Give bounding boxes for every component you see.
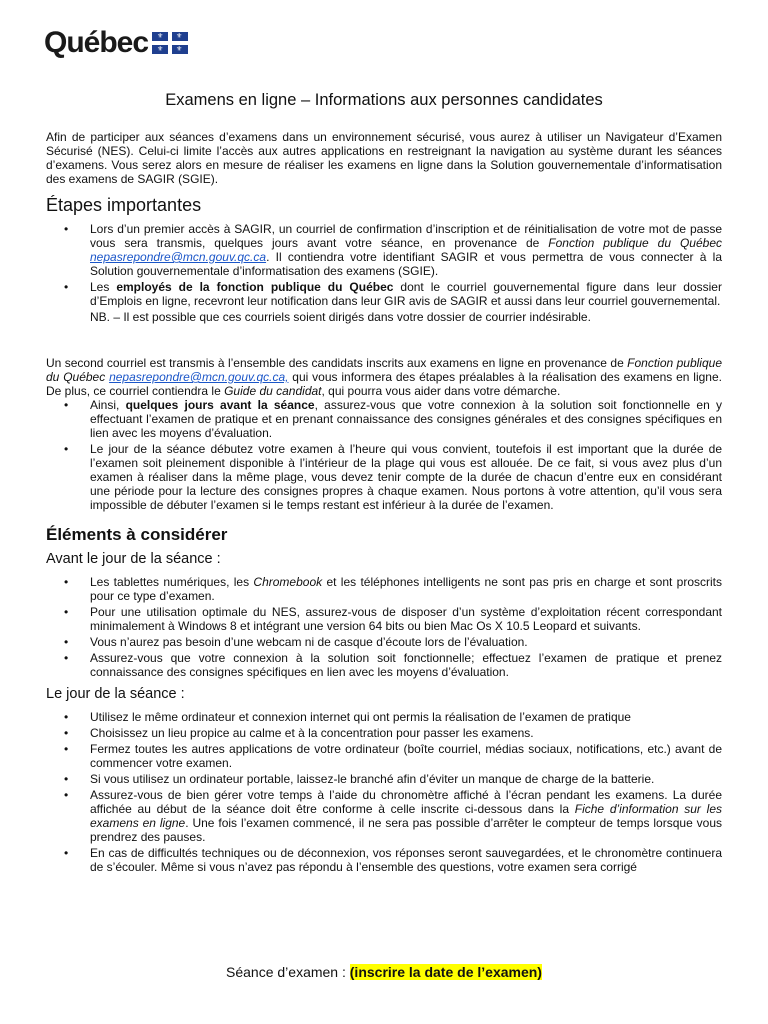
fleur-de-lis-icon: ⚜: [176, 33, 183, 40]
list-item: • Lors d’un premier accès à SAGIR, un courriel de confirmation d’inscription et de réinitialisation de votre mot de passe vous sera transmis, quelques jours avant votre séance, en provenance de Fonction publique du Québec nepasrepondre@mcn.gouv.qc.ca. Il contiendra votre identifiant SAGIR et vous permettra de vous connecter à la Solution gouvernementale d’informatisation des examens (SGIE).: [46, 222, 722, 278]
list-item: • Assurez-vous de bien gérer votre temps à l’aide du chronomètre affiché à l’écran pendant les examens. La durée affichée au début de la séance doit être conforme à celle inscrite ci-dessous dans la Fiche d’information sur les examens en ligne. Une fois l’examen commencé, il ne sera pas possible d’arrêter le compteur de temps lorsque vous prendrez des pauses.: [46, 788, 722, 844]
list-item: • Utilisez le même ordinateur et connexion internet qui ont permis la réalisation de l’examen de pratique: [46, 710, 722, 724]
list-item: • Vous n’aurez pas besoin d’une webcam ni de casque d’écoute lors de l’évaluation.: [46, 635, 722, 649]
list-item: • Si vous utilisez un ordinateur portable, laissez-le branché afin d’éviter un manque de charge de la batterie.: [46, 772, 722, 786]
second-email-list: [46, 398, 722, 512]
section-heading-etapes: Étapes importantes: [46, 195, 202, 215]
avant-list: [46, 575, 722, 679]
intro-paragraph: Afin de participer aux séances d’examens dans un environnement sécurisé, vous aurez à utiliser un Navigateur d’Examen Sécurisé (NES). Celui-ci limite l’accès aux autres applications en restreignant la navigation au système durant les séances d’examens. Vous serez alors en mesure de réaliser les examens en ligne dans la Solution gouvernementale d’informatisation des examens de SAGIR (SGIE).: [46, 130, 722, 186]
fleur-de-lis-icon: ⚜: [176, 46, 183, 53]
list-item: • Le jour de la séance débutez votre examen à l’heure qui vous convient, toutefois il est important que la durée de l’examen soit pleinement disponible à l’intérieur de la plage qui vous est allouée. De ce fait, si vous avez plus d’un examen à réaliser dans la même plage, vous devez tenir compte de la durée de chacun d’entre eux en considérant une période pour la lecture des consignes propres à chaque examen. Nous portons à votre attention, qu’il vous sera impossible de débuter l’examen si le temps restant est inférieur à la durée de l’examen.: [46, 442, 722, 512]
list-item: • Fermez toutes les autres applications de votre ordinateur (boîte courriel, médias sociaux, notifications, etc.) avant de commencer votre examen.: [46, 742, 722, 770]
quebec-logo: [44, 28, 188, 58]
quebec-flag-icon: [152, 32, 188, 54]
document-body: [46, 130, 722, 876]
list-item: • Pour une utilisation optimale du NES, assurez-vous de disposer d’un système d’exploitation récent correspondant minimalement à Windows 8 et intégrant une version 64 bits ou bien Mac Os X 10.5 Leopard et suivants.: [46, 605, 722, 633]
subheading-avant: Avant le jour de la séance :: [46, 551, 221, 567]
section-heading-elements: Éléments à considérer: [46, 525, 228, 544]
subheading-jour: Le jour de la séance :: [46, 686, 185, 702]
email-link[interactable]: nepasrepondre@mcn.gouv.qc.ca,: [109, 370, 289, 384]
list-item: • Les tablettes numériques, les Chromebook et les téléphones intelligents ne sont pas pris en charge et sont proscrits pour ce type d’examen.: [46, 575, 722, 603]
list-item: • Les employés de la fonction publique du Québec dont le courriel gouvernemental figure dans leur dossier d’Emplois en ligne, recevront leur notification dans leur GIR avis de SAGIR et aussi dans leur courriel gouvernemental.: [46, 280, 722, 308]
list-item: • Choisissez un lieu propice au calme et à la concentration pour passer les examens.: [46, 726, 722, 740]
exam-session-line: [0, 964, 768, 980]
list-item: • Ainsi, quelques jours avant la séance, assurez-vous que votre connexion à la solution soit fonctionnelle en y effectuant l’examen de pratique et en prenant connaissance des consignes générales et des consignes spécifiques en lien avec les moyens d’évaluation.: [46, 398, 722, 440]
second-email-paragraph: Un second courriel est transmis à l’ensemble des candidats inscrits aux examens en ligne en provenance de Fonction publique du Québec nepasrepondre@mcn.gouv.qc.ca, qui vous informera des étapes préalables à la réalisation des examens en ligne. De plus, ce courriel contiendra le Guide du candidat, qui pourra vous aider dans votre démarche.: [46, 356, 722, 398]
exam-session-label: Séance d’examen :: [226, 964, 350, 980]
list-item: • En cas de difficultés techniques ou de déconnexion, vos réponses seront sauvegardées, et le chronomètre continuera de s’écouler. Même si vous n’avez pas répondu à l’ensemble des questions, votre examen sera corrigé: [46, 846, 722, 874]
logo-text: Québec: [44, 26, 149, 59]
document-title: Examens en ligne – Informations aux personnes candidates: [165, 91, 603, 109]
email-link[interactable]: nepasrepondre@mcn.gouv.qc.ca: [90, 250, 267, 264]
note-text: NB. – Il est possible que ces courriels soient dirigés dans votre dossier de courrier indésirable.: [90, 310, 591, 324]
fleur-de-lis-icon: ⚜: [157, 33, 164, 40]
list-item: • Assurez-vous que votre connexion à la solution soit fonctionnelle; effectuez l’examen de pratique et prenez connaissance des consignes spécifiques en lien avec les moyens d’évaluation.: [46, 651, 722, 679]
jour-list: [46, 710, 722, 874]
etapes-list: [46, 222, 722, 308]
exam-date-placeholder: (inscrire la date de l’examen): [349, 964, 542, 980]
fleur-de-lis-icon: ⚜: [157, 46, 164, 53]
